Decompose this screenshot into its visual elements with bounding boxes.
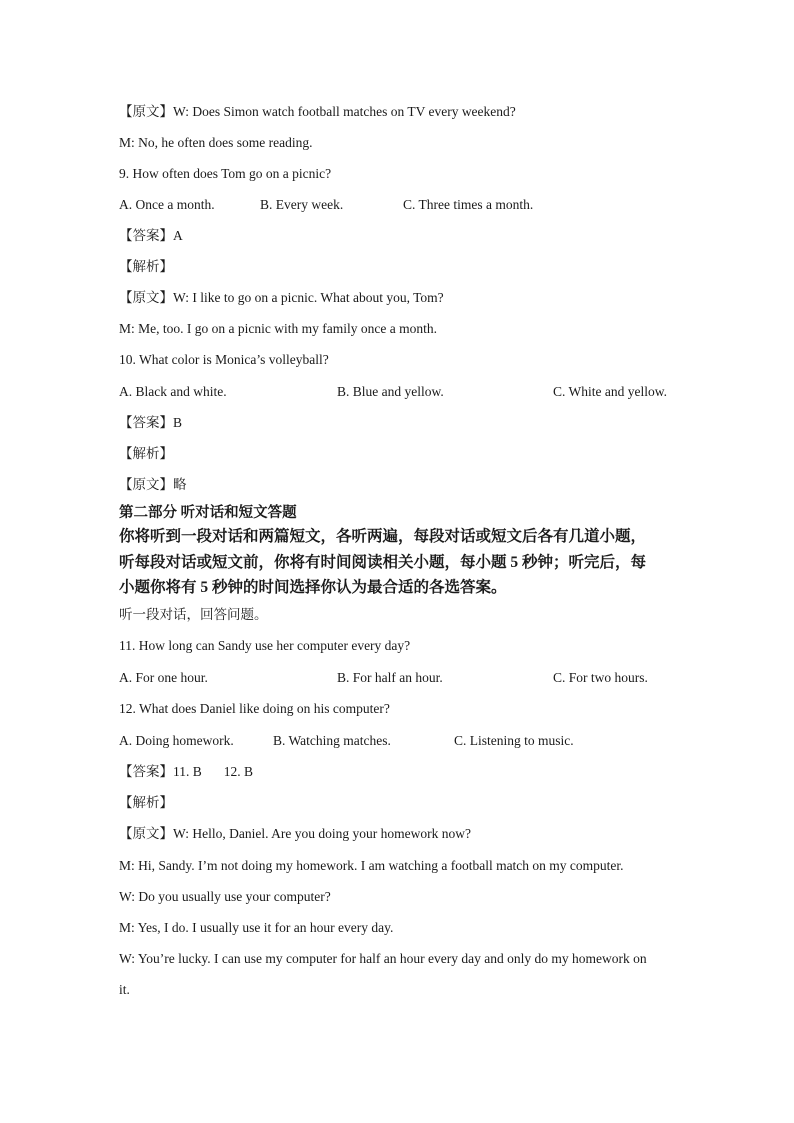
instructions-line: 听每段对话或短文前，你将有时间阅读相关小题，每小题 5 秒钟；听完后，每 bbox=[119, 554, 647, 571]
dialogue-line: W: You’re lucky. I can use my computer for half an hour every day and only do my homework on bbox=[119, 951, 647, 966]
instructions-line: 你将听到一段对话和两篇短文，各听两遍，每段对话或短文后各有几道小题， bbox=[119, 528, 647, 545]
answer-label: 【答案】 bbox=[119, 764, 173, 779]
analysis-label: 【解析】 bbox=[119, 795, 173, 810]
dialogue-line: 【原文】W: Hello, Daniel. Are you doing your homework now? bbox=[119, 826, 471, 841]
question-11: 11. How long can Sandy use her computer every day? bbox=[119, 638, 411, 653]
question-12: 12. What does Daniel like doing on his computer? bbox=[119, 701, 390, 716]
transcript-line: M: Me, too. I go on a picnic with my family once a month. bbox=[119, 321, 437, 336]
option-10c: C. White and yellow. bbox=[553, 384, 667, 399]
option-11a: A. For one hour. bbox=[119, 670, 208, 685]
sub-instruction: 听一段对话，回答问题。 bbox=[119, 607, 268, 622]
option-9a: A. Once a month. bbox=[119, 197, 215, 212]
answer-9: 【答案】A bbox=[119, 228, 183, 243]
option-9c: C. Three times a month. bbox=[403, 197, 534, 212]
answers-11-12 bbox=[119, 763, 253, 781]
transcript-line: 【原文】W: Does Simon watch football matches on TV every weekend? bbox=[119, 104, 516, 119]
dialogue-line: M: Yes, I do. I usually use it for an hour every day. bbox=[119, 920, 394, 935]
option-11c: C. For two hours. bbox=[553, 670, 648, 685]
dialogue-line: M: Hi, Sandy. I’m not doing my homework. I am watching a football match on my computer. bbox=[119, 858, 624, 873]
option-12c: C. Listening to music. bbox=[454, 733, 574, 748]
instructions-line: 小题你将有 5 秒钟的时间选择你认为最合适的各选答案。 bbox=[119, 579, 507, 596]
transcript-line: M: No, he often does some reading. bbox=[119, 135, 313, 150]
option-12b: B. Watching matches. bbox=[273, 733, 391, 748]
option-10a: A. Black and white. bbox=[119, 384, 227, 399]
option-12a: A. Doing homework. bbox=[119, 733, 234, 748]
answer-12: 12. B bbox=[223, 764, 254, 779]
answer-11: 11. B bbox=[173, 764, 202, 779]
option-10b: B. Blue and yellow. bbox=[337, 384, 444, 399]
dialogue-line: W: Do you usually use your computer? bbox=[119, 889, 331, 904]
analysis-label: 【解析】 bbox=[119, 259, 173, 274]
answer-10: 【答案】B bbox=[119, 415, 183, 430]
section-title: 第二部分 听对话和短文答题 bbox=[119, 505, 297, 521]
dialogue-line: it. bbox=[119, 982, 130, 997]
transcript-line: 【原文】W: I like to go on a picnic. What about you, Tom? bbox=[119, 290, 444, 305]
analysis-label: 【解析】 bbox=[119, 446, 173, 461]
question-10: 10. What color is Monica’s volleyball? bbox=[119, 352, 329, 367]
question-9: 9. How often does Tom go on a picnic? bbox=[119, 166, 332, 181]
option-11b: B. For half an hour. bbox=[337, 670, 443, 685]
transcript-line: 【原文】略 bbox=[119, 477, 187, 492]
option-9b: B. Every week. bbox=[260, 197, 344, 212]
